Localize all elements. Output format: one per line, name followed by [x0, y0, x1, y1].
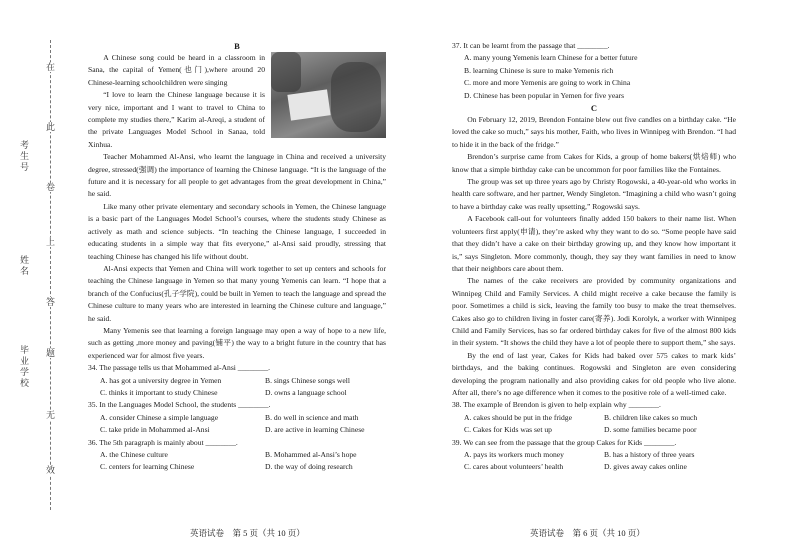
- page-5-column: [88, 40, 386, 474]
- section-c-heading: C: [590, 103, 598, 114]
- margin-char: 卷: [46, 182, 56, 192]
- option: C. cares about volunteers’ health: [464, 462, 564, 472]
- option: D. Chinese has been popular in Yemen for five years: [464, 90, 625, 100]
- margin-char: 效: [46, 465, 56, 475]
- margin-char: 在: [46, 62, 56, 72]
- question-35: 35. In the Languages Model School, the students ________.: [88, 400, 271, 410]
- option: A. has got a university degree in Yemen: [100, 375, 222, 385]
- option: D. some families became poor: [604, 425, 697, 435]
- binding-margin: [0, 0, 80, 560]
- section-b-heading: B: [234, 41, 240, 51]
- option: B. sings Chinese songs well: [265, 375, 351, 385]
- page-5-footer: 英语试卷 第 5 页（共 10 页）: [190, 528, 305, 538]
- option: A. many young Yemenis learn Chinese for a better future: [464, 53, 638, 63]
- question-38-options-2: [452, 424, 736, 436]
- question-38: 38. The example of Brendon is given to help explain why ________.: [452, 400, 661, 410]
- passage-c-paragraph-3: The group was set up three years ago by Christy Rogowski, a 40-year-old who works in health care software, and her partner, Wendy Singleton. “Imagining a child who wasn’t going to have a birthday cake was really upsetting,” Rogowski says.: [452, 177, 736, 211]
- margin-char: 无: [46, 410, 56, 420]
- classroom-photo: [271, 52, 386, 138]
- question-38-options: [452, 412, 736, 424]
- option: A. consider Chinese a simple language: [100, 412, 219, 422]
- option: B. learning Chinese is sure to make Yemenis rich: [464, 65, 614, 75]
- passage-b-paragraph-6: Many Yemenis see that learning a foreign language may open a way of hope to a new life, such as getting ,more money and paving(铺平) the way to a bright future in the country that has experienced war for almost five years.: [88, 325, 386, 360]
- option: D. are active in learning Chinese: [265, 425, 365, 435]
- option: C. centers for learning Chinese: [100, 462, 195, 472]
- option: B. Mohammed al-Ansi’s hope: [265, 450, 357, 459]
- option: B. has a history of three years: [604, 450, 695, 459]
- school-label: 毕业学校: [19, 345, 29, 389]
- passage-c-paragraph-4: A Facebook call-out for volunteers finally added 150 bakers to their name list. When volunteers first apply(申请), they’re asked why they want to do so. “Some people have said that they didn’t have a cake on their birthday growing up, and they know how important it is,” says Singleton. More commonly, though, they say they want families in need to know that their neighbors care about them.: [452, 214, 736, 273]
- margin-char: 答: [46, 297, 56, 307]
- option: C. thinks it important to study Chinese: [100, 387, 218, 397]
- question-34-options-2: [88, 387, 386, 399]
- passage-b-paragraph-2: “I love to learn the Chinese language because it is very nice, important and I want to travel to China to complete my studies there,” Karim al-Areqi, a student of the private Languages Model School in Sanaa, told Xinhua.: [88, 90, 265, 149]
- passage-b-paragraph-1: A Chinese song could be heard in a classroom in Sana, the capital of Yemen(也门),where around 20 Chinese-learning schoolchildren were singing: [88, 53, 265, 87]
- question-37: 37. It can be learnt from the passage that ________.: [452, 41, 610, 50]
- passage-b-paragraph-3: Teacher Mohammed Al-Ansi, who learnt the language in China and received a university degree, stressed(强调) the importance of learning the Chinese language. “It is the language of the future and it is necessary for all people to get advantages from the great development in China,” he said.: [88, 152, 386, 199]
- exam-number-label: 考生号: [19, 140, 29, 173]
- question-35-options: [88, 412, 386, 424]
- passage-c-paragraph-5: The names of the cake receivers are provided by community organizations and Winnipeg Child and Family Services. A child might receive a cake because the family is poor. Sometimes a child is sick, leaving the family too busy to make the treat themselves. Cakes also go to children living in foster care(寄养). Jodi Korolyk, a worker with Winnipeg Child and Family Services, has so far ordered birthday cakes for five of the almost 800 kids in their system. “It shows the child they have a lot of people there to support them,” she says.: [452, 276, 736, 348]
- option: C. take pride in Mohammed al-Ansi: [100, 425, 210, 435]
- question-36-options: [88, 449, 386, 461]
- option: A. cakes should be put in the fridge: [464, 412, 572, 422]
- question-36-options-2: [88, 461, 386, 473]
- question-35-options-2: [88, 424, 386, 436]
- passage-b-paragraph-4: Like many other private elementary and secondary schools in Yemen, the Chinese language is a basic part of the Languages Model School’s courses, where the students study Chinese as actively as math and science subjects. “In teaching the Chinese language, I succeeded in educating students in a simple way that fits everyone,” al-Ansi said proudly, stressing that teaching Chinese has changed his life without doubt.: [88, 201, 386, 261]
- margin-char: 上: [46, 237, 56, 247]
- margin-char: 此: [46, 122, 56, 132]
- page-6-footer: 英语试卷 第 6 页（共 10 页）: [530, 528, 645, 538]
- page-6-column: [452, 40, 736, 474]
- question-34-options: [88, 375, 386, 387]
- dashed-cut-line: [50, 40, 51, 510]
- option: A. pays its workers much money: [464, 450, 564, 459]
- question-39-options: [452, 449, 736, 461]
- question-39: 39. We can see from the passage that the group Cakes for Kids ________.: [452, 437, 677, 447]
- option: A. the Chinese culture: [100, 450, 168, 459]
- passage-c-paragraph-6: By the end of last year, Cakes for Kids had baked over 575 cakes to mark kids’ birthdays, and the baking continues. Rogowski and Singleton are even considering developing the program nationally and also providing cakes for old people who live alone. After all, there’s no age difference when it comes to the positive role of a well-timed cake.: [452, 350, 736, 397]
- option: D. owns a language school: [265, 387, 347, 397]
- option: D. gives away cakes online: [604, 462, 687, 472]
- passage-c-paragraph-2: Brendon’s surprise came from Cakes for Kids, a group of home bakers(烘焙师) who know that a simple birthday cake can be uncommon for poor families like the Fontaines.: [452, 152, 736, 174]
- passage-c-paragraph-1: On February 12, 2019, Brendon Fontaine blew out five candles on a birthday cake. “He loved the cake so much,” says his mother, Faith, who lives in Winnipeg with Brendon. “I had to hide it in the back of the fridge.”: [452, 115, 736, 149]
- option: B. children like cakes so much: [604, 412, 698, 422]
- question-34: 34. The passage tells us that Mohammed al-Ansi ________.: [88, 363, 271, 373]
- passage-b-paragraph-5: Al-Ansi expects that Yemen and China will work together to set up centers and schools for teaching the Chinese language in Yemen so that many young Yemenis can learn. “I hope that a branch of the Confucius(孔子学院), could be built in Yemen to teach the language and spread the Chinese culture to many years who are interested in learning the Chinese culture and language,” he said.: [88, 263, 386, 323]
- option: D. the way of doing research: [265, 462, 353, 472]
- option: C. more and more Yemenis are going to work in China: [464, 78, 631, 88]
- option: B. do well in science and math: [265, 412, 359, 422]
- name-label: 姓名: [19, 255, 29, 277]
- question-39-options-2: [452, 461, 736, 473]
- margin-char: 题: [46, 348, 56, 358]
- question-36: 36. The 5th paragraph is mainly about ________.: [88, 437, 238, 447]
- option: C. Cakes for Kids was set up: [464, 425, 552, 435]
